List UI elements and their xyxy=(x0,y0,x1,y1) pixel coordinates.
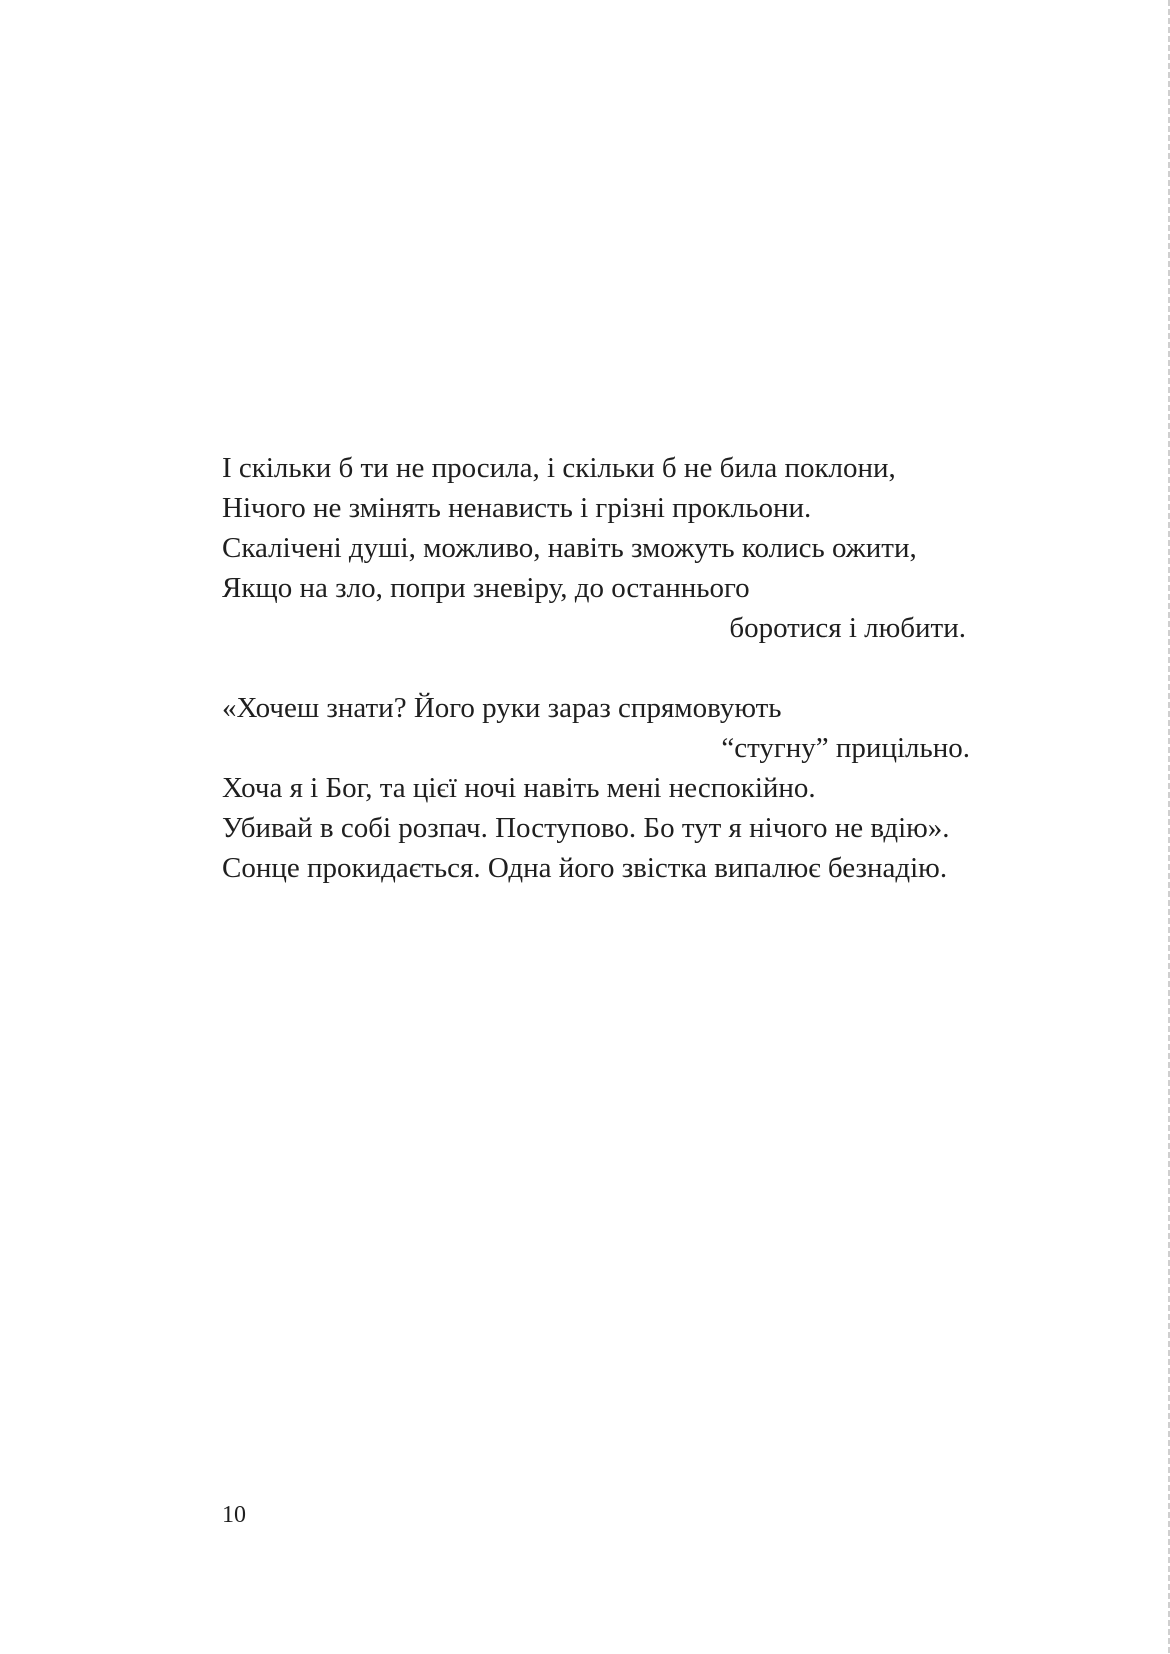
poem-line: Скалічені душі, можливо, навіть зможуть колись ожити, xyxy=(222,532,917,564)
poem xyxy=(222,448,1042,888)
stanza-2 xyxy=(222,688,970,888)
poem-line: «Хочеш знати? Його руки зараз спрямовують xyxy=(222,692,782,724)
stanza-1 xyxy=(222,448,966,648)
poem-line: Убивай в собі розпач. Поступово. Бо тут я нічого не вдію». xyxy=(222,812,950,844)
page-number: 10 xyxy=(222,1502,246,1528)
poem-line: Сонце прокидається. Одна його звістка випалює безнадію. xyxy=(222,852,948,884)
poem-line: Якщо на зло, попри зневіру, до останнього xyxy=(222,572,750,604)
poem-line: Нічого не змінять ненависть і грізні прокльони. xyxy=(222,492,812,524)
poem-line-continuation: “стугну” прицільно. xyxy=(721,732,970,764)
poem-line: І скільки б ти не просила, і скільки б не била поклони, xyxy=(222,452,896,484)
poem-line: Хоча я і Бог, та цієї ночі навіть мені неспокійно. xyxy=(222,772,816,804)
poem-line-continuation: боротися і любити. xyxy=(729,612,966,644)
